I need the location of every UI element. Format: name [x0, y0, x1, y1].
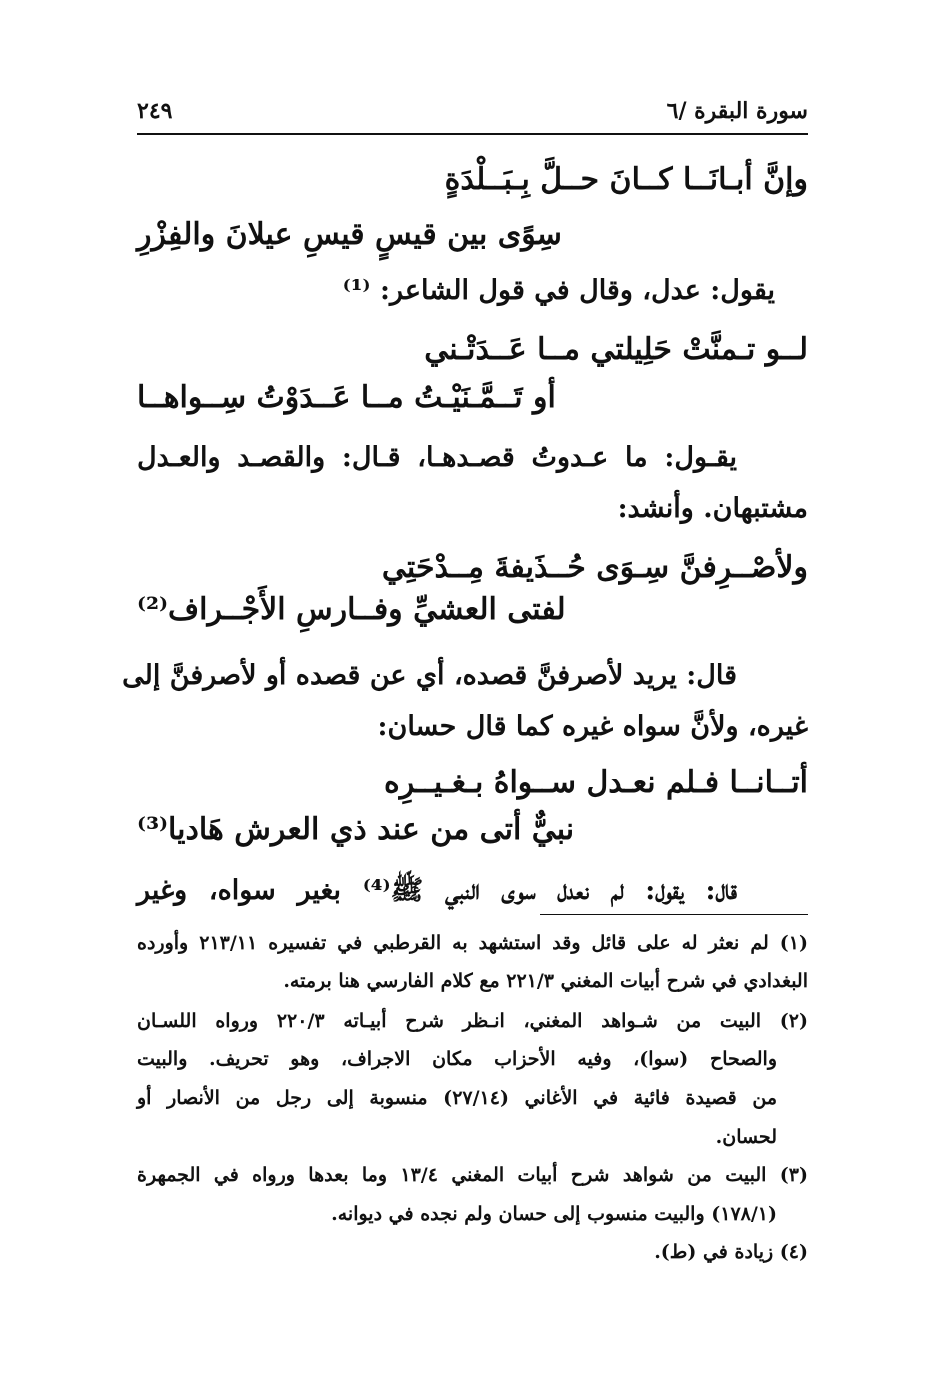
header-rule — [137, 133, 808, 135]
prose2-line2: مشتبهان. وأنشد: — [617, 493, 808, 524]
verse3-hemistich2: لفتى العشيِّ وفــارسِ الأَجْــراف⁽²⁾ — [137, 592, 566, 627]
page-number: ٢٤٩ — [137, 98, 173, 124]
footnote-1-line2: البغدادي في شرح أبيات المغني ٢٢١/٣ مع كلام الفارسي هنا برمته. — [283, 970, 808, 992]
verse1-hemistich1: وإنَّ أبـانَــا كــانَ حــلَّ بِـبَــلْدَةٍ — [444, 162, 808, 197]
verse4-hemistich1: أتــانــا فـلم نعـدل ســواهُ بـغـيــرِه — [384, 765, 808, 800]
verse1-hemistich2: سِوًى بين قيسٍ قيسِ عيلانَ والفِزْرِ — [137, 217, 562, 252]
footnote-3-line1: (٣) البيت من شواهد شرح أبيات المغني ١٣/٤ وما بعدها ورواه في الجمهرة — [137, 1164, 808, 1186]
prose1-line: يقول: عدل، وقال في قول الشاعر: ⁽¹⁾ — [342, 275, 775, 306]
prose4-line: قال: يقول: لم نعدل سوى النبي ﷺ⁽⁴⁾ بغير سواه، وغير — [137, 875, 737, 906]
footnote-1-line1: (١) لم نعثر له على قائل وقد استشهد به القرطبي في تفسيره ٢١٣/١١ وأورده — [137, 932, 808, 954]
verse2-hemistich1: لــو تـمنَّتْ حَلِيلتي مــا عَــدَتْـني — [424, 332, 808, 367]
footnote-3-line2: (١٧٨/١) والبيت منسوب إلى حسان ولم نجده في ديوانه. — [331, 1203, 777, 1225]
footnote-4-line1: (٤) زيادة في (ط). — [654, 1241, 808, 1263]
footnote-2-line4: لحسان. — [715, 1126, 777, 1148]
page-header — [137, 92, 808, 132]
verse2-hemistich2: أو تَــمَّـنَيْـتُ مــا عَــدَوْتُ سِــواهــا — [137, 380, 556, 415]
footnote-rule — [540, 914, 808, 915]
running-title: سورة البقرة /٦ — [666, 98, 808, 124]
prose2-line1: يقـول: ما عـدوتُ قصـدهـا، قـال: والقصـد والعـدل — [137, 442, 737, 473]
prose3-line2: غيره، ولأنَّ سواه غيره كما قال حسان: — [377, 711, 808, 742]
prose3-line1: قال: يريد لأصرفنَّ قصده، أي عن قصده أو لأصرفنَّ إلى — [122, 660, 737, 691]
footnote-2-line2: والصحاح (سوا)، وفيه الأحزاب مكان الاجراف، وهو تحريف. والبيت — [137, 1048, 777, 1070]
verse3-hemistich1: ولأصْــرِفنَّ سِـوَى حُــذَيفةَ مِــدْحَتِي — [381, 550, 808, 585]
verse4-hemistich2: نبيٌّ أتى من عند ذي العرش هَاديا⁽³⁾ — [137, 812, 575, 847]
footnote-2-line1: (٢) البيت من شـواهد المغني، انـظر شرح أبيـاته ٢٢٠/٣ ورواه اللسـان — [137, 1010, 808, 1032]
footnote-2-line3: من قصيدة فائية في الأغاني (٢٧/١٤) منسوبة إلى رجل من الأنصار أو — [137, 1087, 778, 1109]
